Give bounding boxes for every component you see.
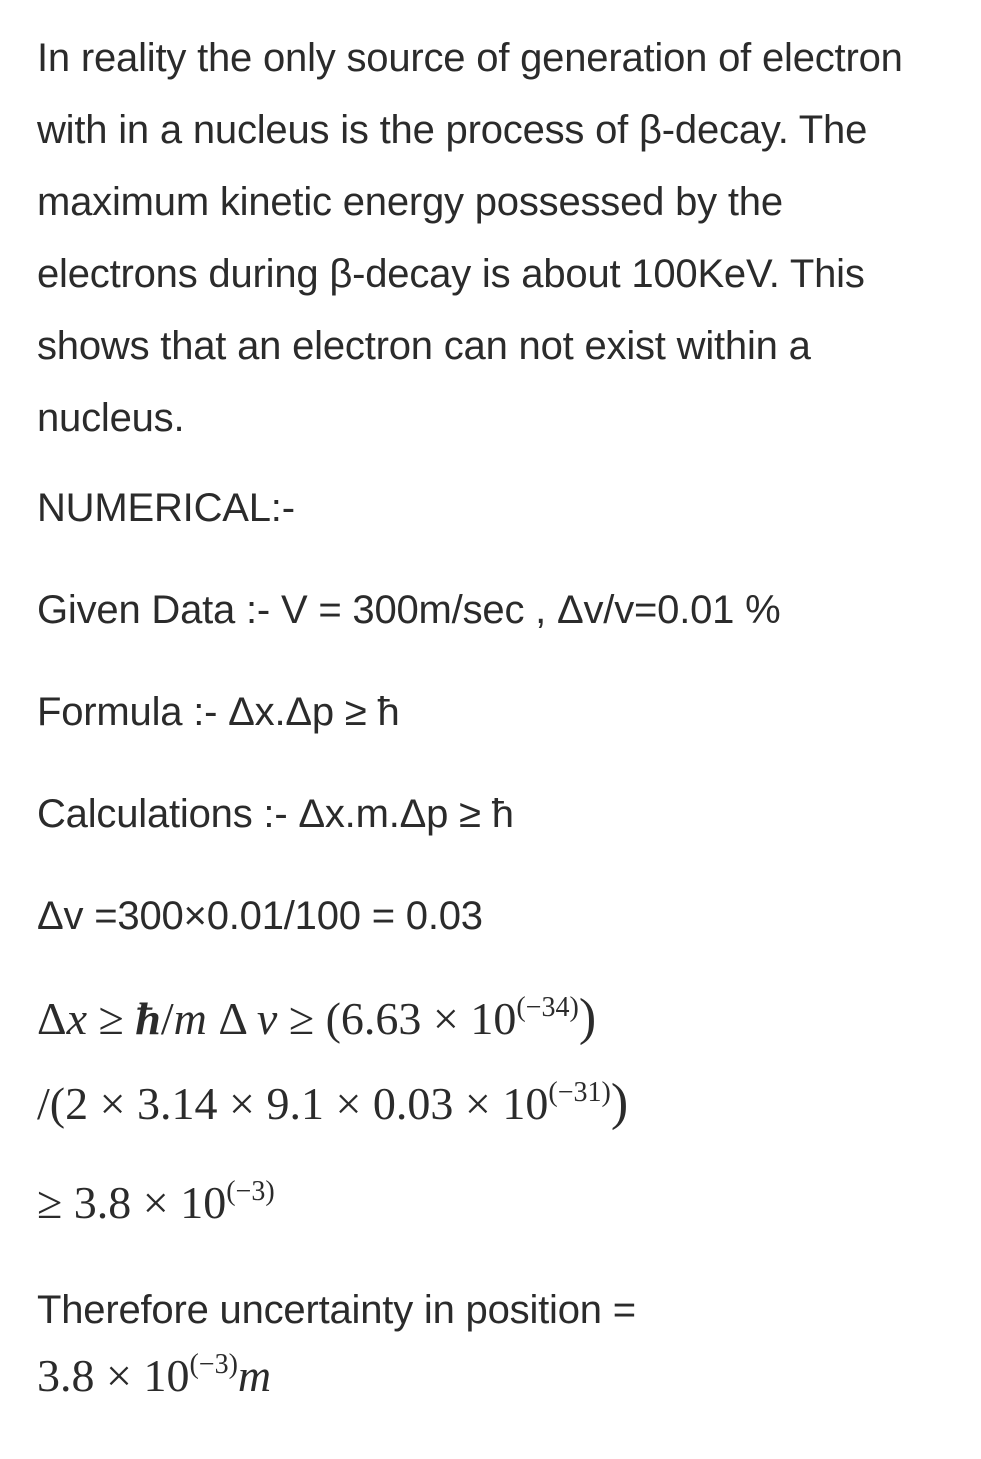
- delta-symbol: Δ: [206, 993, 257, 1044]
- result-value: ≥ 3.8 × 10: [37, 1177, 227, 1228]
- denominator-value: /(2 × 3.14 × 9.1 × 0.03 × 10: [37, 1078, 549, 1129]
- var-x: x: [66, 993, 88, 1044]
- formula-line: Formula :- Δx.Δp ≥ ħ: [37, 690, 400, 734]
- intro-paragraph: In reality the only source of generation of electron with in a nucleus is the process of β-decay. The maximum kinetic energy possessed by the electrons during β-decay is about 100KeV. This shows that an electron can not exist within a nucleus.: [37, 36, 903, 440]
- given-data: Given Data :- V = 300m/sec , Δv/v=0.01 %: [37, 588, 781, 632]
- unit-m: m: [237, 1350, 272, 1401]
- close-paren: ): [610, 1074, 629, 1131]
- exponent: (−31): [548, 1077, 611, 1108]
- var-m: m: [173, 993, 207, 1044]
- exponent: (−3): [189, 1349, 238, 1380]
- math-line-1: [37, 989, 597, 1046]
- exponent: (−3): [226, 1176, 275, 1207]
- numerical-heading: NUMERICAL:-: [37, 486, 295, 530]
- math-line-2: [37, 1074, 629, 1131]
- close-paren: ): [578, 989, 597, 1046]
- var-v: v: [256, 993, 278, 1044]
- final-value: 3.8 × 10: [37, 1350, 190, 1401]
- geq-symbol: ≥: [87, 993, 136, 1044]
- geq-symbol: ≥: [277, 993, 326, 1044]
- delta-v-line: Δv =300×0.01/100 = 0.03: [37, 894, 483, 938]
- calculations-line: Calculations :- Δx.m.Δp ≥ ħ: [37, 792, 514, 836]
- hbar-symbol: ħ: [135, 993, 161, 1044]
- exponent: (−34): [516, 992, 579, 1023]
- delta-symbol: Δ: [37, 993, 67, 1044]
- conclusion-text: Therefore uncertainty in position =: [37, 1288, 636, 1332]
- numerator-value: (6.63 × 10: [325, 993, 517, 1044]
- conclusion-value: [37, 1350, 271, 1402]
- slash: /: [160, 993, 174, 1044]
- math-line-3: [37, 1177, 275, 1229]
